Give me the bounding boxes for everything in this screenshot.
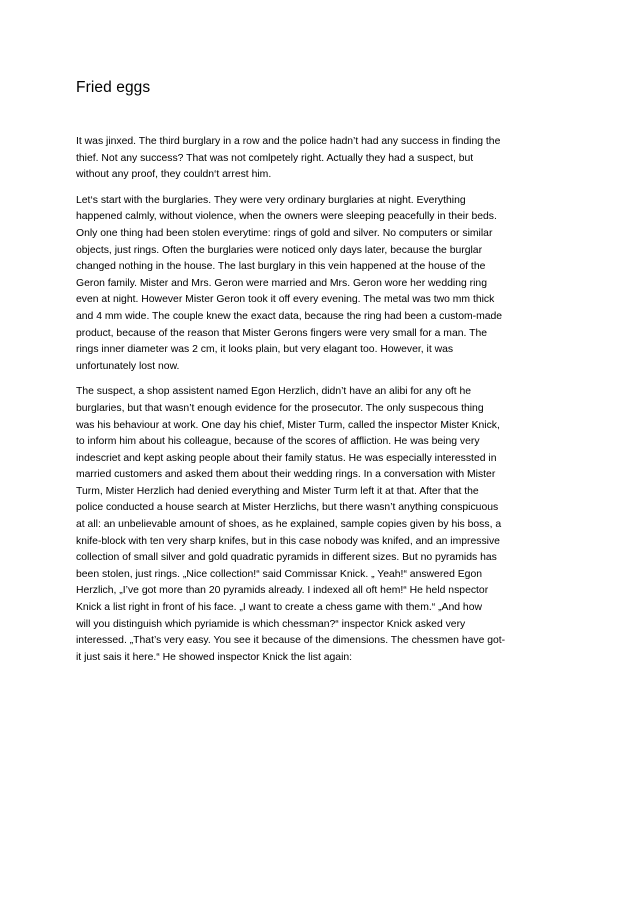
text-line: without any proof, they couldn‘t arrest him. xyxy=(76,169,272,181)
text-line: happened calmly, without violence, when the owners were sleeping peacefully in their beds. xyxy=(76,211,497,223)
text-line: interessed. „That’s very easy. You see it because of the dimensions. The chessmen have got- xyxy=(76,635,506,647)
text-line: rings inner diameter was 2 cm, it looks plain, but very elagant too. However, it was xyxy=(76,344,454,356)
text-line: police conducted a house search at Mister Herzlichs, but there wasn’t anything conspicuous xyxy=(76,502,499,514)
paragraph-1 xyxy=(76,134,566,184)
text-line: Geron family. Mister and Mrs. Geron were married and Mrs. Geron wore her wedding ring xyxy=(76,277,487,289)
text-line: Turm, Mister Herzlich had denied everything and Mister Turm left it at that. After that the xyxy=(76,485,479,497)
text-line: even at night. However Mister Geron took it off every evening. The metal was two mm thick xyxy=(76,294,495,306)
text-line: been stolen, just rings. „Nice collection!“ said Commissar Knick. „ Yeah!“ answered Egon xyxy=(76,568,482,580)
text-line: married customers and asked them about their wedding rings. In a conversation with Mister xyxy=(76,469,496,481)
text-line: will you distinguish which pyriamide is which chessman?“ inspector Knick asked very xyxy=(76,618,466,630)
document-title: Fried eggs xyxy=(76,79,151,96)
text-line: objects, just rings. Often the burglaries were noticed only days later, because the burglar xyxy=(76,244,483,256)
text-line: at all: an unbelievable amount of shoes, as he explained, sample copies given by his boss, a xyxy=(76,519,502,531)
text-line: The suspect, a shop assistent named Egon Herzlich, didn’t have an alibi for any oft he xyxy=(76,386,472,398)
text-line: to inform him about his colleague, because of the scores of affliction. He was being very xyxy=(76,436,480,448)
text-line: knife-block with ten very sharp knifes, but in this case nobody was knifed, and an impressive xyxy=(76,535,500,547)
text-line: Herzlich, „I’ve got more than 20 pyramids already. I indexed all oft hem!“ He held nspector xyxy=(76,585,489,597)
text-line: thief. Not any success? That was not comlpetely right. Actually they had a suspect, but xyxy=(76,152,474,164)
text-line: burglaries, but that wasn’t enough evidence for the prosecutor. The only suspecous thing xyxy=(76,402,484,414)
text-line: and 4 mm wide. The couple knew the exact data, because the ring had been a custom-made xyxy=(76,310,503,322)
text-line: it just sais it here.“ He showed inspector Knick the list again: xyxy=(76,651,353,663)
text-line: unfortunately lost now. xyxy=(76,360,180,372)
text-line: Let‘s start with the burglaries. They were very ordinary burglaries at night. Everything xyxy=(76,194,466,206)
text-line: It was jinxed. The third burglary in a row and the police hadn’t had any success in finding the xyxy=(76,136,501,147)
text-line: collection of small silver and gold quadratic pyramids in different sizes. But no pyramids has xyxy=(76,552,497,564)
paragraph-2 xyxy=(76,193,566,376)
text-line: changed nothing in the house. The last burglary in this vein happened at the house of the xyxy=(76,261,486,273)
text-line: Only one thing had been stolen everytime: rings of gold and silver. No computers or similar xyxy=(76,227,493,239)
paragraph-3 xyxy=(76,384,566,666)
text-line: was his behaviour at work. One day his chief, Mister Turm, called the inspector Mister Knick, xyxy=(76,419,500,431)
text-line: indescriet and kept asking people about their family status. He was especially interessted in xyxy=(76,452,497,464)
text-line: product, because of the reason that Mister Gerons fingers were very small for a man. The xyxy=(76,327,488,339)
document-body xyxy=(76,78,566,675)
text-line: Knick a list right in front of his face. „I want to create a chess game with them.“ „And how xyxy=(76,602,482,614)
